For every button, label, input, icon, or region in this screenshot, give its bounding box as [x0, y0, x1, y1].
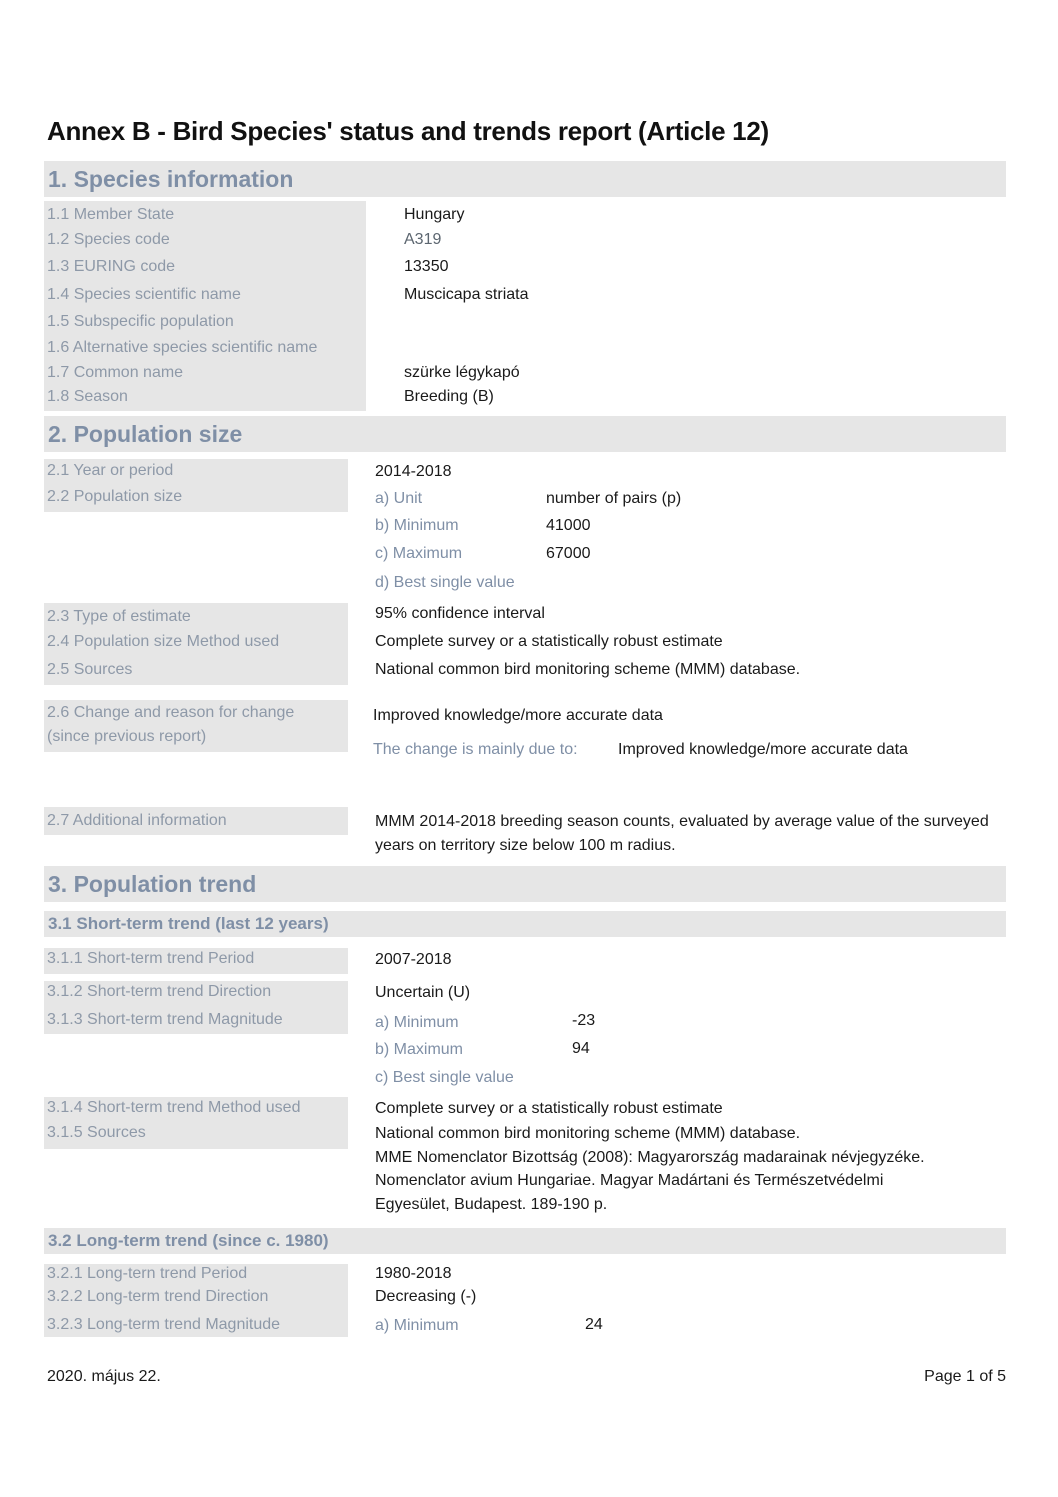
report-title: Annex B - Bird Species' status and trends report (Article 12) [47, 116, 769, 146]
footer-page-number: Page 1 of 5 [924, 1368, 1006, 1385]
member-state-label: 1.1 Member State [47, 206, 175, 223]
year-period-label: 2.1 Year or period [47, 462, 174, 479]
st-sources-line-3: Nomenclator avium Hungariae. Magyar Madártani és Természetvédelmi [375, 1172, 884, 1189]
euring-code-value: 13350 [404, 258, 449, 275]
subsection-heading: 3.2 Long-term trend (since c. 1980) [48, 1231, 329, 1250]
best-single-value-label: d) Best single value [375, 574, 515, 591]
alternative-name-label: 1.6 Alternative species scientific name [47, 339, 318, 356]
euring-code-label: 1.3 EURING code [47, 258, 176, 275]
st-sources-label: 3.1.5 Sources [47, 1124, 146, 1141]
unit-label: a) Unit [375, 490, 423, 507]
section-heading: 2. Population size [48, 421, 243, 447]
sources-label: 2.5 Sources [47, 661, 133, 678]
st-sources-line-4: Egyesület, Budapest. 189-190 p. [375, 1196, 608, 1213]
scientific-name-value: Muscicapa striata [404, 286, 529, 303]
common-name-label: 1.7 Common name [47, 364, 184, 381]
member-state-value: Hungary [404, 206, 465, 223]
change-due-value: Improved knowledge/more accurate data [618, 741, 908, 758]
section-species-information [44, 161, 1006, 197]
section-heading: 1. Species information [48, 166, 294, 192]
sources-value: National common bird monitoring scheme (MMM) database. [375, 661, 801, 678]
st-method-label: 3.1.4 Short-term trend Method used [47, 1099, 301, 1116]
lt-minimum-value: 24 [585, 1316, 603, 1333]
footer-date: 2020. május 22. [47, 1368, 161, 1385]
st-sources-line-1: National common bird monitoring scheme (MMM) database. [375, 1125, 801, 1142]
subsection-long-term-trend [44, 1228, 1006, 1254]
st-minimum-label: a) Minimum [375, 1014, 459, 1031]
st-period-value: 2007-2018 [375, 951, 452, 968]
maximum-value: 67000 [546, 545, 591, 562]
minimum-value: 41000 [546, 517, 591, 534]
maximum-label: c) Maximum [375, 545, 463, 562]
lt-direction-value: Decreasing (-) [375, 1288, 477, 1305]
change-label: 2.6 Change and reason for change [47, 704, 295, 721]
st-direction-label: 3.1.2 Short-term trend Direction [47, 983, 272, 1000]
type-of-estimate-value: 95% confidence interval [375, 605, 545, 622]
lt-magnitude-label: 3.2.3 Long-term trend Magnitude [47, 1316, 281, 1333]
subspecific-population-label: 1.5 Subspecific population [47, 313, 234, 330]
st-minimum-value: -23 [572, 1012, 596, 1029]
year-period-value: 2014-2018 [375, 463, 452, 480]
lt-direction-label: 3.2.2 Long-term trend Direction [47, 1288, 269, 1305]
season-label: 1.8 Season [47, 388, 128, 405]
st-period-label: 3.1.1 Short-term trend Period [47, 950, 255, 967]
lt-period-label: 3.2.1 Long-tern trend Period [47, 1265, 248, 1282]
st-maximum-value: 94 [572, 1040, 590, 1057]
type-of-estimate-label: 2.3 Type of estimate [47, 608, 191, 625]
common-name-value: szürke légykapó [404, 364, 520, 381]
species-code-value: A319 [404, 231, 442, 248]
subsection-short-term-trend [44, 911, 1006, 937]
subsection-heading: 3.1 Short-term trend (last 12 years) [48, 914, 329, 933]
change-due-label: The change is mainly due to: [373, 741, 578, 758]
lt-minimum-label: a) Minimum [375, 1317, 459, 1334]
population-size-label: 2.2 Population size [47, 488, 183, 505]
st-method-value: Complete survey or a statistically robust estimate [375, 1100, 723, 1117]
minimum-label: b) Minimum [375, 517, 459, 534]
section-heading: 3. Population trend [48, 871, 257, 897]
species-code-label: 1.2 Species code [47, 231, 170, 248]
method-used-value: Complete survey or a statistically robust estimate [375, 633, 723, 650]
st-best-single-value-label: c) Best single value [375, 1069, 514, 1086]
section-population-size [44, 416, 1006, 452]
st-maximum-label: b) Maximum [375, 1041, 464, 1058]
section-population-trend [44, 866, 1006, 902]
method-used-label: 2.4 Population size Method used [47, 633, 280, 650]
lt-period-value: 1980-2018 [375, 1265, 452, 1282]
additional-information-value: MMM 2014-2018 breeding season counts, evaluated by average value of the surveyed years on territory size below 100 m radius. [375, 813, 989, 854]
change-value: Improved knowledge/more accurate data [373, 707, 663, 724]
change-label-line2: (since previous report) [47, 728, 207, 745]
scientific-name-label: 1.4 Species scientific name [47, 286, 241, 303]
st-magnitude-label: 3.1.3 Short-term trend Magnitude [47, 1011, 283, 1028]
season-value: Breeding (B) [404, 388, 494, 405]
additional-information-label: 2.7 Additional information [47, 812, 227, 829]
st-direction-value: Uncertain (U) [375, 984, 471, 1001]
st-sources-line-2: MME Nomenclator Bizottság (2008): Magyarország madarainak névjegyzéke. [375, 1149, 925, 1166]
unit-value: number of pairs (p) [546, 490, 682, 507]
